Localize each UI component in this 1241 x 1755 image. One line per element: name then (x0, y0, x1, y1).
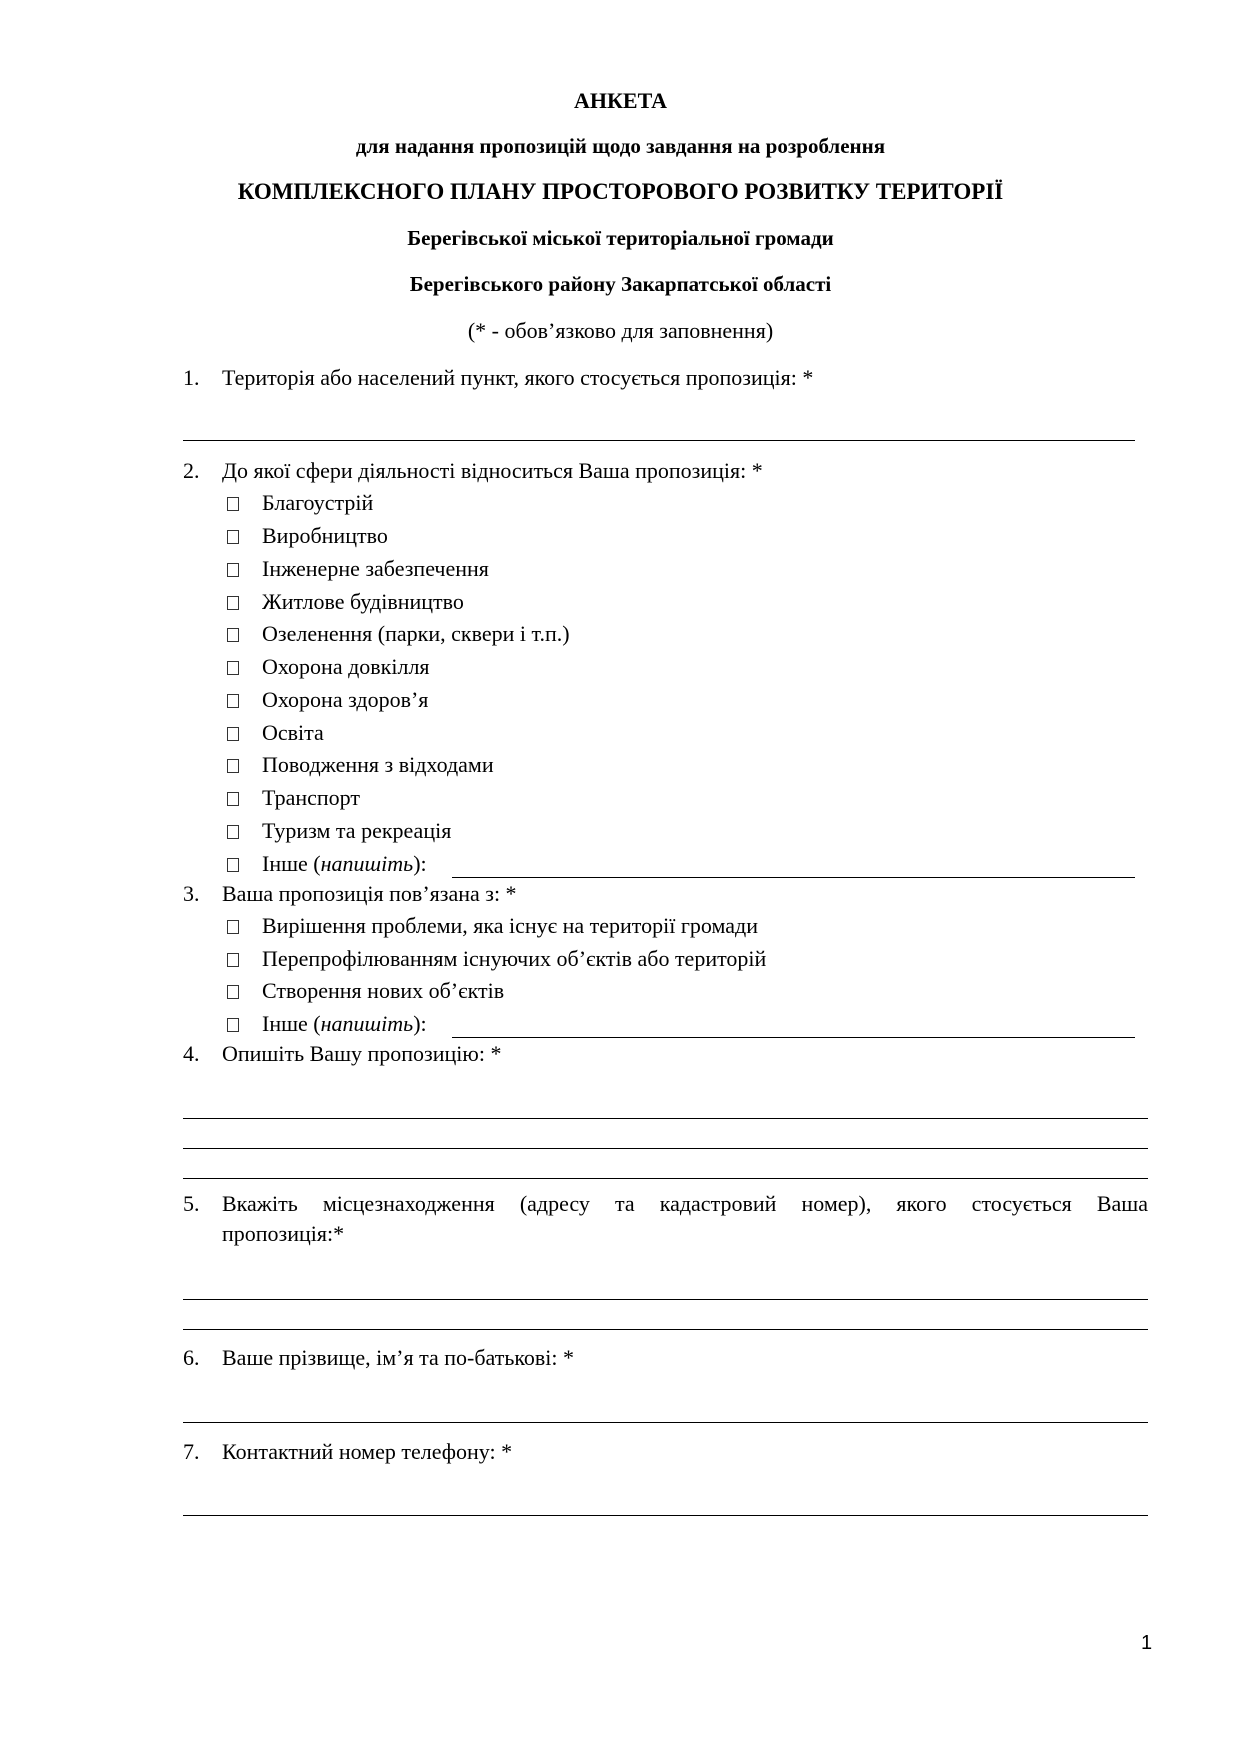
question-number: 5. (183, 1191, 200, 1216)
answer-line-proposal-1[interactable] (183, 1118, 1148, 1119)
option-other-label (262, 851, 427, 877)
checkbox-production[interactable] (227, 530, 239, 544)
option-other-label (262, 1011, 427, 1037)
option-label: Створення нових об’єктів (262, 978, 505, 1003)
question-text: Територія або населений пункт, якого стосується пропозиція: * (222, 365, 814, 390)
option-label: Перепрофілюванням існуючих об’єктів або територій (262, 946, 767, 971)
other-italic: напишіть (320, 851, 414, 876)
answer-line-proposal-3[interactable] (183, 1178, 1148, 1179)
checkbox-repurposing[interactable] (227, 953, 239, 967)
option-label: Озеленення (парки, сквери і т.п.) (262, 621, 570, 646)
other-prefix: Інше ( (262, 1011, 321, 1036)
answer-line-proposal-2[interactable] (183, 1148, 1148, 1149)
required-note: (* - обов’язково для заповнення) (467, 318, 774, 343)
option-label: Виробництво (262, 523, 388, 548)
other-suffix: ): (413, 1011, 427, 1036)
answer-line-phone[interactable] (183, 1515, 1148, 1516)
option-label: Благоустрій (262, 490, 374, 515)
checkbox-education[interactable] (227, 727, 239, 741)
other-input-line[interactable] (452, 1037, 1135, 1038)
answer-line-location-2[interactable] (183, 1329, 1148, 1330)
question-number: 2. (183, 458, 200, 483)
checkbox-greening[interactable] (227, 628, 239, 642)
checkbox-new-objects[interactable] (227, 985, 239, 999)
checkbox-problem-solving[interactable] (227, 920, 239, 934)
checkbox-engineering[interactable] (227, 563, 239, 577)
form-subtitle: для надання пропозицій щодо завдання на розроблення (355, 134, 886, 158)
question-text: Контактний номер телефону: * (222, 1439, 513, 1464)
page-number: 1 (1141, 1632, 1153, 1654)
question-number: 3. (183, 881, 200, 906)
other-prefix: Інше ( (262, 851, 321, 876)
option-label: Транспорт (262, 785, 361, 810)
answer-line-location-1[interactable] (183, 1299, 1148, 1300)
region-name: Берегівського району Закарпатської області (409, 272, 832, 296)
option-label: Освіта (262, 720, 324, 745)
option-label: Вирішення проблеми, яка існує на території громади (262, 913, 758, 938)
answer-line-territory[interactable] (183, 440, 1135, 441)
form-title: АНКЕТА (573, 88, 668, 113)
answer-line-full-name[interactable] (183, 1422, 1148, 1423)
checkbox-housing[interactable] (227, 596, 239, 610)
question-number: 6. (183, 1345, 200, 1370)
checkbox-healthcare[interactable] (227, 694, 239, 708)
question-number: 4. (183, 1041, 200, 1066)
community-name: Берегівської міської територіальної громади (407, 226, 834, 250)
question-text-line1: Вкажіть місцезнаходження (адресу та кадастровий номер), якого стосується Ваша (222, 1191, 1148, 1216)
option-label: Охорона здоров’я (262, 687, 429, 712)
plan-title: КОМПЛЕКСНОГО ПЛАНУ ПРОСТОРОВОГО РОЗВИТКУ ТЕРИТОРІЇ (237, 179, 1004, 204)
question-text: Опишіть Вашу пропозицію: * (222, 1041, 502, 1066)
option-label: Житлове будівництво (262, 589, 464, 614)
question-number: 1. (183, 365, 200, 390)
checkbox-transport[interactable] (227, 792, 239, 806)
checkbox-other[interactable] (227, 1018, 239, 1032)
question-text: Ваше прізвище, ім’я та по-батькові: * (222, 1345, 575, 1370)
other-italic: напишіть (320, 1011, 414, 1036)
other-input-line[interactable] (452, 877, 1135, 878)
option-label: Поводження з відходами (262, 752, 494, 777)
question-text-line2: пропозиція:* (222, 1221, 345, 1246)
checkbox-environment[interactable] (227, 661, 239, 675)
checkbox-waste[interactable] (227, 759, 239, 773)
question-number: 7. (183, 1439, 200, 1464)
option-label: Інженерне забезпечення (262, 556, 489, 581)
question-text: До якої сфери діяльності відноситься Ваша пропозиція: * (222, 458, 763, 483)
option-label: Охорона довкілля (262, 654, 430, 679)
option-label: Туризм та рекреація (262, 818, 452, 843)
other-suffix: ): (413, 851, 427, 876)
checkbox-tourism[interactable] (227, 825, 239, 839)
question-text: Ваша пропозиція пов’язана з: * (222, 881, 517, 906)
checkbox-other[interactable] (227, 858, 239, 872)
checkbox-improvement[interactable] (227, 497, 239, 511)
